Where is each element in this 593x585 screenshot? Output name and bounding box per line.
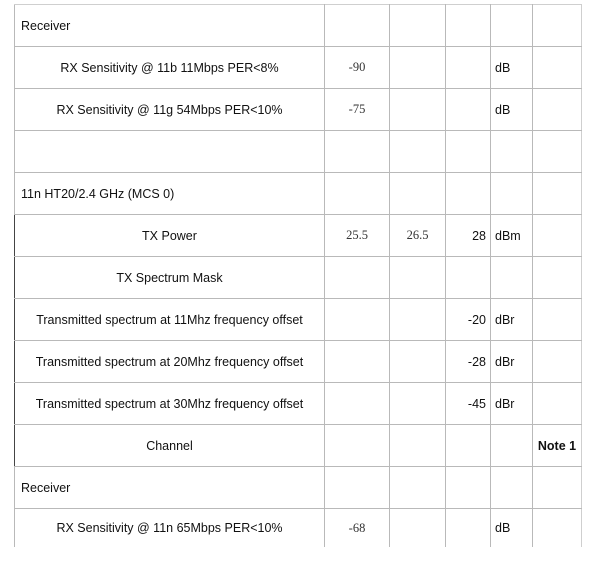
unit-cell: dBr — [491, 299, 533, 341]
min-value-cell: 25.5 — [325, 215, 390, 257]
parameter-cell: Receiver — [15, 5, 325, 47]
typ-value-cell — [390, 5, 446, 47]
max-value-cell — [446, 257, 491, 299]
max-value-cell: 28 — [446, 215, 491, 257]
unit-cell: dBr — [491, 341, 533, 383]
min-value-cell — [325, 5, 390, 47]
min-value-cell — [325, 341, 390, 383]
parameter-cell: Transmitted spectrum at 11Mhz frequency offset — [15, 299, 325, 341]
max-value-cell — [446, 425, 491, 467]
max-value-cell — [446, 89, 491, 131]
note-cell — [533, 89, 582, 131]
min-value-cell — [325, 299, 390, 341]
note-cell — [533, 47, 582, 89]
section-header-row — [15, 173, 582, 215]
typ-value-cell — [390, 467, 446, 509]
note-cell — [533, 299, 582, 341]
typ-value-cell — [390, 47, 446, 89]
parameter-cell: 11n HT20/2.4 GHz (MCS 0) — [15, 173, 325, 215]
note-cell: Note 1 — [533, 425, 582, 467]
parameter-cell: RX Sensitivity @ 11g 54Mbps PER<10% — [15, 89, 325, 131]
max-value-cell: -20 — [446, 299, 491, 341]
parameter-cell: Channel — [15, 425, 325, 467]
max-value-cell — [446, 131, 491, 173]
unit-cell — [491, 5, 533, 47]
parameter-cell: TX Power — [15, 215, 325, 257]
table-row — [15, 215, 582, 257]
unit-cell — [491, 173, 533, 215]
max-value-cell — [446, 47, 491, 89]
unit-cell: dBm — [491, 215, 533, 257]
table-row — [15, 131, 582, 173]
unit-cell — [491, 467, 533, 509]
table-row — [15, 383, 582, 425]
unit-cell: dBr — [491, 383, 533, 425]
parameter-cell: RX Sensitivity @ 11n 65Mbps PER<10% — [15, 509, 325, 548]
note-cell — [533, 383, 582, 425]
typ-value-cell — [390, 509, 446, 548]
min-value-cell — [325, 467, 390, 509]
typ-value-cell — [390, 425, 446, 467]
note-cell — [533, 257, 582, 299]
table-row — [15, 257, 582, 299]
typ-value-cell — [390, 383, 446, 425]
section-header-row — [15, 467, 582, 509]
max-value-cell — [446, 173, 491, 215]
typ-value-cell — [390, 173, 446, 215]
unit-cell — [491, 257, 533, 299]
min-value-cell — [325, 173, 390, 215]
note-cell — [533, 173, 582, 215]
typ-value-cell — [390, 341, 446, 383]
note-cell — [533, 215, 582, 257]
parameter-cell: Transmitted spectrum at 20Mhz frequency offset — [15, 341, 325, 383]
note-cell — [533, 509, 582, 548]
min-value-cell: -90 — [325, 47, 390, 89]
table-row — [15, 341, 582, 383]
typ-value-cell — [390, 257, 446, 299]
max-value-cell: -45 — [446, 383, 491, 425]
spec-table — [14, 4, 582, 547]
max-value-cell — [446, 5, 491, 47]
note-cell — [533, 5, 582, 47]
table-row — [15, 509, 582, 548]
min-value-cell — [325, 257, 390, 299]
note-cell — [533, 131, 582, 173]
min-value-cell: -75 — [325, 89, 390, 131]
table-row — [15, 425, 582, 467]
max-value-cell: -28 — [446, 341, 491, 383]
typ-value-cell — [390, 299, 446, 341]
parameter-cell: RX Sensitivity @ 11b 11Mbps PER<8% — [15, 47, 325, 89]
parameter-cell: Transmitted spectrum at 30Mhz frequency offset — [15, 383, 325, 425]
max-value-cell — [446, 509, 491, 548]
section-header-row — [15, 5, 582, 47]
min-value-cell — [325, 383, 390, 425]
parameter-cell: Receiver — [15, 467, 325, 509]
unit-cell — [491, 131, 533, 173]
table-row — [15, 47, 582, 89]
unit-cell — [491, 425, 533, 467]
min-value-cell — [325, 131, 390, 173]
typ-value-cell — [390, 131, 446, 173]
note-cell — [533, 341, 582, 383]
max-value-cell — [446, 467, 491, 509]
unit-cell: dB — [491, 47, 533, 89]
typ-value-cell — [390, 89, 446, 131]
min-value-cell — [325, 425, 390, 467]
note-cell — [533, 467, 582, 509]
parameter-cell — [15, 131, 325, 173]
unit-cell: dB — [491, 89, 533, 131]
table-row — [15, 299, 582, 341]
min-value-cell: -68 — [325, 509, 390, 548]
table-row — [15, 89, 582, 131]
unit-cell: dB — [491, 509, 533, 548]
typ-value-cell: 26.5 — [390, 215, 446, 257]
parameter-cell: TX Spectrum Mask — [15, 257, 325, 299]
